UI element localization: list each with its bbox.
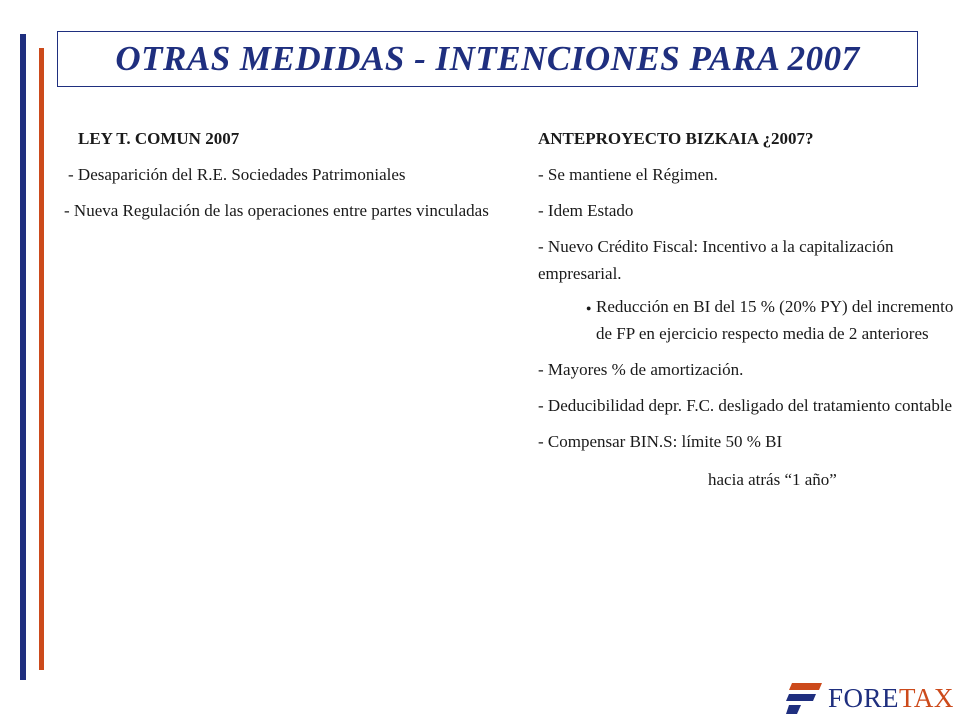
right-item-3: - Nuevo Crédito Fiscal: Incentivo a la capitalización empresarial. bbox=[538, 237, 894, 283]
foretax-stripes-icon bbox=[786, 681, 822, 715]
logo-text-tax: TAX bbox=[899, 682, 954, 713]
left-accent-bar-red bbox=[39, 48, 44, 670]
right-column-heading: ANTEPROYECTO BIZKAIA ¿2007? bbox=[538, 129, 814, 148]
right-item-2: - Idem Estado bbox=[538, 201, 634, 220]
right-item-1: - Se mantiene el Régimen. bbox=[538, 165, 718, 184]
left-column-heading: LEY T. COMUN 2007 bbox=[78, 129, 240, 148]
right-bullet bbox=[538, 293, 958, 347]
slide-title: OTRAS MEDIDAS - INTENCIONES PARA 2007 bbox=[115, 39, 860, 78]
right-item-6: - Compensar BIN.S: límite 50 % BI bbox=[538, 432, 783, 451]
logo-text-fore: FORE bbox=[828, 682, 900, 713]
left-item-2: - Nueva Regulación de las operaciones entre partes vinculadas bbox=[64, 201, 489, 220]
logo-text bbox=[828, 683, 954, 714]
right-item-5: - Deducibilidad depr. F.C. desligado del tratamiento contable bbox=[538, 396, 953, 415]
left-item-1: - Desaparición del R.E. Sociedades Patrimoniales bbox=[68, 165, 406, 184]
foretax-logo bbox=[786, 680, 954, 716]
right-bullet-text: Reducción en BI del 15 % (20% PY) del incremento de FP en ejercicio respecto media de 2 anteriores bbox=[596, 297, 954, 343]
right-column bbox=[538, 125, 958, 493]
bullet-dot-icon: ● bbox=[586, 303, 592, 313]
left-column bbox=[64, 125, 514, 224]
right-item-4: - Mayores % de amortización. bbox=[538, 360, 744, 379]
right-item-tail: hacia atrás “1 año” bbox=[708, 470, 837, 489]
title-box bbox=[57, 31, 918, 87]
left-accent-bar-blue bbox=[20, 34, 26, 680]
